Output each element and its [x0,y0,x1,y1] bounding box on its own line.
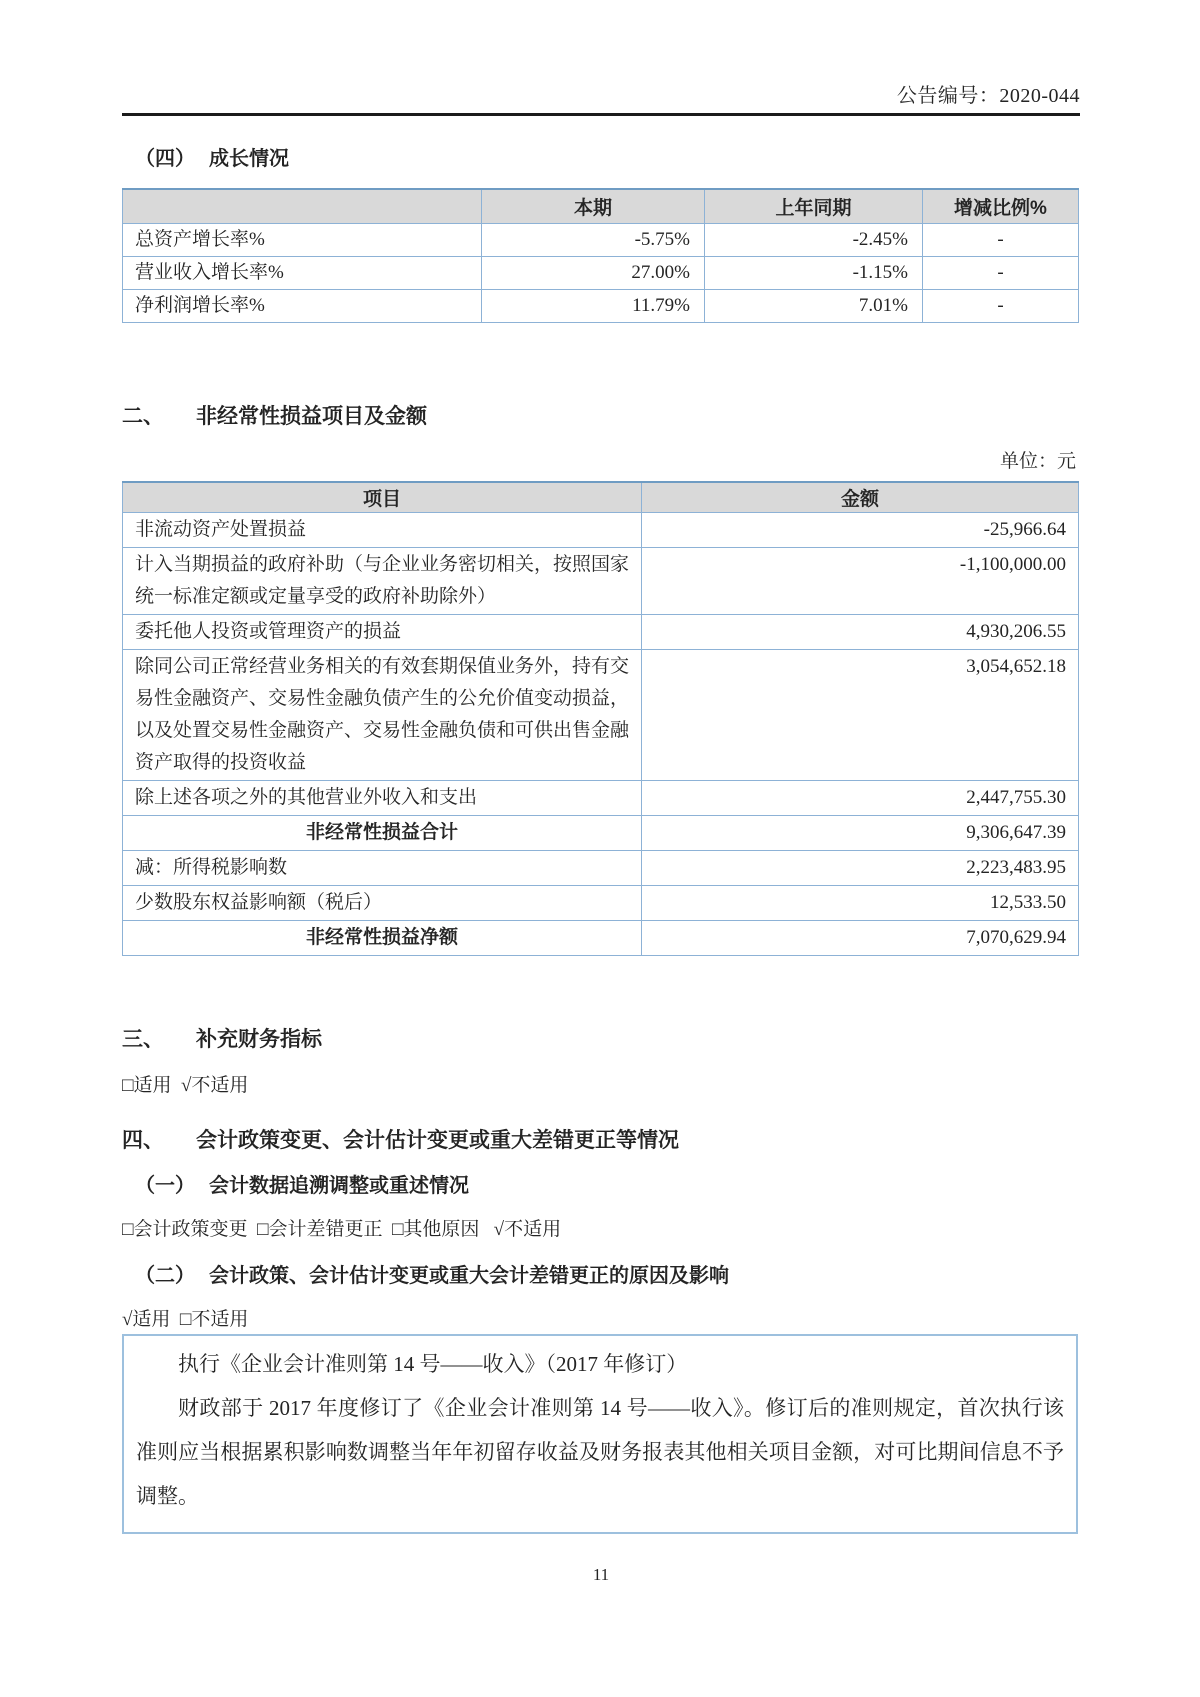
growth-change-value: - [923,256,1079,289]
growth-change-value: - [923,223,1079,256]
change-reason-heading-title: 会计政策、会计估计变更或重大会计差错更正的原因及影响 [209,1265,729,1287]
change-reason-heading-number: （二） [135,1265,195,1287]
table-row [123,615,1079,650]
nonrecurring-item: 委托他人投资或管理资产的损益 [123,615,642,650]
growth-prior-value: -2.45% [705,223,923,256]
nonrecurring-item: 减：所得税影响数 [123,851,642,886]
nonrecurring-col-amount: 金额 [642,482,1079,513]
supplementary-heading [122,1026,1080,1054]
table-row [123,781,1079,816]
supplementary-heading-number: 三、 [122,1028,164,1051]
nonrecurring-item: 非经常性损益净额 [123,921,642,956]
policy-changes-heading-title: 会计政策变更、会计估计变更或重大差错更正等情况 [196,1129,679,1152]
growth-current-value: 27.00% [482,256,705,289]
nonrecurring-amount: 3,054,652.18 [642,650,1079,781]
growth-change-value: - [923,289,1079,322]
growth-heading-number: （四） [135,148,195,170]
growth-col-change: 增减比例% [923,189,1079,223]
table-row-total [123,921,1079,956]
supplementary-applicability-options: □适用 √不适用 [122,1075,249,1096]
table-row [123,851,1079,886]
table-row [123,886,1079,921]
note-paragraph-1: 执行《企业会计准则第 14 号——收入》（2017 年修订） [178,1352,688,1376]
growth-heading [122,146,1080,172]
change-reason-heading [122,1263,1080,1289]
nonrecurring-item: 除上述各项之外的其他营业外收入和支出 [123,781,642,816]
nonrecurring-amount: -1,100,000.00 [642,548,1079,615]
growth-table [122,188,1079,323]
change-reason-options: √适用 □不适用 [122,1309,249,1330]
nonrecurring-item: 少数股东权益影响额（税后） [123,886,642,921]
table-row [123,289,1079,322]
header-rule [122,113,1080,116]
growth-metric: 营业收入增长率% [123,256,482,289]
growth-prior-value: 7.01% [705,289,923,322]
growth-col-current: 本期 [482,189,705,223]
table-row [123,256,1079,289]
table-row [123,223,1079,256]
nonrecurring-amount: 7,070,629.94 [642,921,1079,956]
retrospective-adjustment-heading-title: 会计数据追溯调整或重述情况 [209,1175,469,1197]
growth-metric: 净利润增长率% [123,289,482,322]
nonrecurring-heading-title: 非经常性损益项目及金额 [196,404,427,428]
growth-metric: 总资产增长率% [123,223,482,256]
growth-current-value: -5.75% [482,223,705,256]
growth-heading-title: 成长情况 [209,148,289,170]
nonrecurring-amount: 2,447,755.30 [642,781,1079,816]
policy-changes-heading [122,1127,1080,1155]
growth-col-empty [123,189,482,223]
nonrecurring-amount: -25,966.64 [642,513,1079,548]
policy-changes-heading-number: 四、 [122,1129,164,1152]
policy-change-note-box [122,1334,1078,1534]
page-number: 11 [592,1565,610,1584]
retrospective-adjustment-heading [122,1173,1080,1199]
retrospective-adjustment-heading-number: （一） [135,1175,195,1197]
nonrecurring-amount: 12,533.50 [642,886,1079,921]
nonrecurring-col-item: 项目 [123,482,642,513]
growth-prior-value: -1.15% [705,256,923,289]
nonrecurring-table [122,481,1079,957]
growth-table-header-row [123,189,1079,223]
table-row [123,650,1079,781]
table-row-subtotal [123,816,1079,851]
nonrecurring-amount: 9,306,647.39 [642,816,1079,851]
supplementary-heading-title: 补充财务指标 [196,1028,322,1051]
nonrecurring-amount: 2,223,483.95 [642,851,1079,886]
table-row [123,548,1079,615]
table-row [123,513,1079,548]
growth-current-value: 11.79% [482,289,705,322]
nonrecurring-amount: 4,930,206.55 [642,615,1079,650]
nonrecurring-heading [122,403,1080,431]
unit-label: 单位：元 [999,450,1076,472]
announcement-number: 公告编号：2020-044 [896,85,1080,107]
growth-col-prior: 上年同期 [705,189,923,223]
note-paragraph-2: 财政部于 2017 年度修订了《企业会计准则第 14 号——收入》。修订后的准则规定，首次执行该准则应当根据累积影响数调整当年年初留存收益及财务报表其他相关项目金额，对可比期间信息不予调整。 [136,1396,1064,1508]
nonrecurring-heading-number: 二、 [122,404,164,428]
nonrecurring-item: 除同公司正常经营业务相关的有效套期保值业务外，持有交易性金融资产、交易性金融负债产生的公允价值变动损益，以及处置交易性金融资产、交易性金融负债和可供出售金融资产取得的投资收益 [123,650,642,781]
nonrecurring-table-header-row [123,482,1079,513]
nonrecurring-item: 非经常性损益合计 [123,816,642,851]
nonrecurring-item: 计入当期损益的政府补助（与企业业务密切相关，按照国家统一标准定额或定量享受的政府补助除外） [123,548,642,615]
retrospective-adjustment-options: □会计政策变更 □会计差错更正 □其他原因 √不适用 [122,1219,562,1240]
nonrecurring-item: 非流动资产处置损益 [123,513,642,548]
